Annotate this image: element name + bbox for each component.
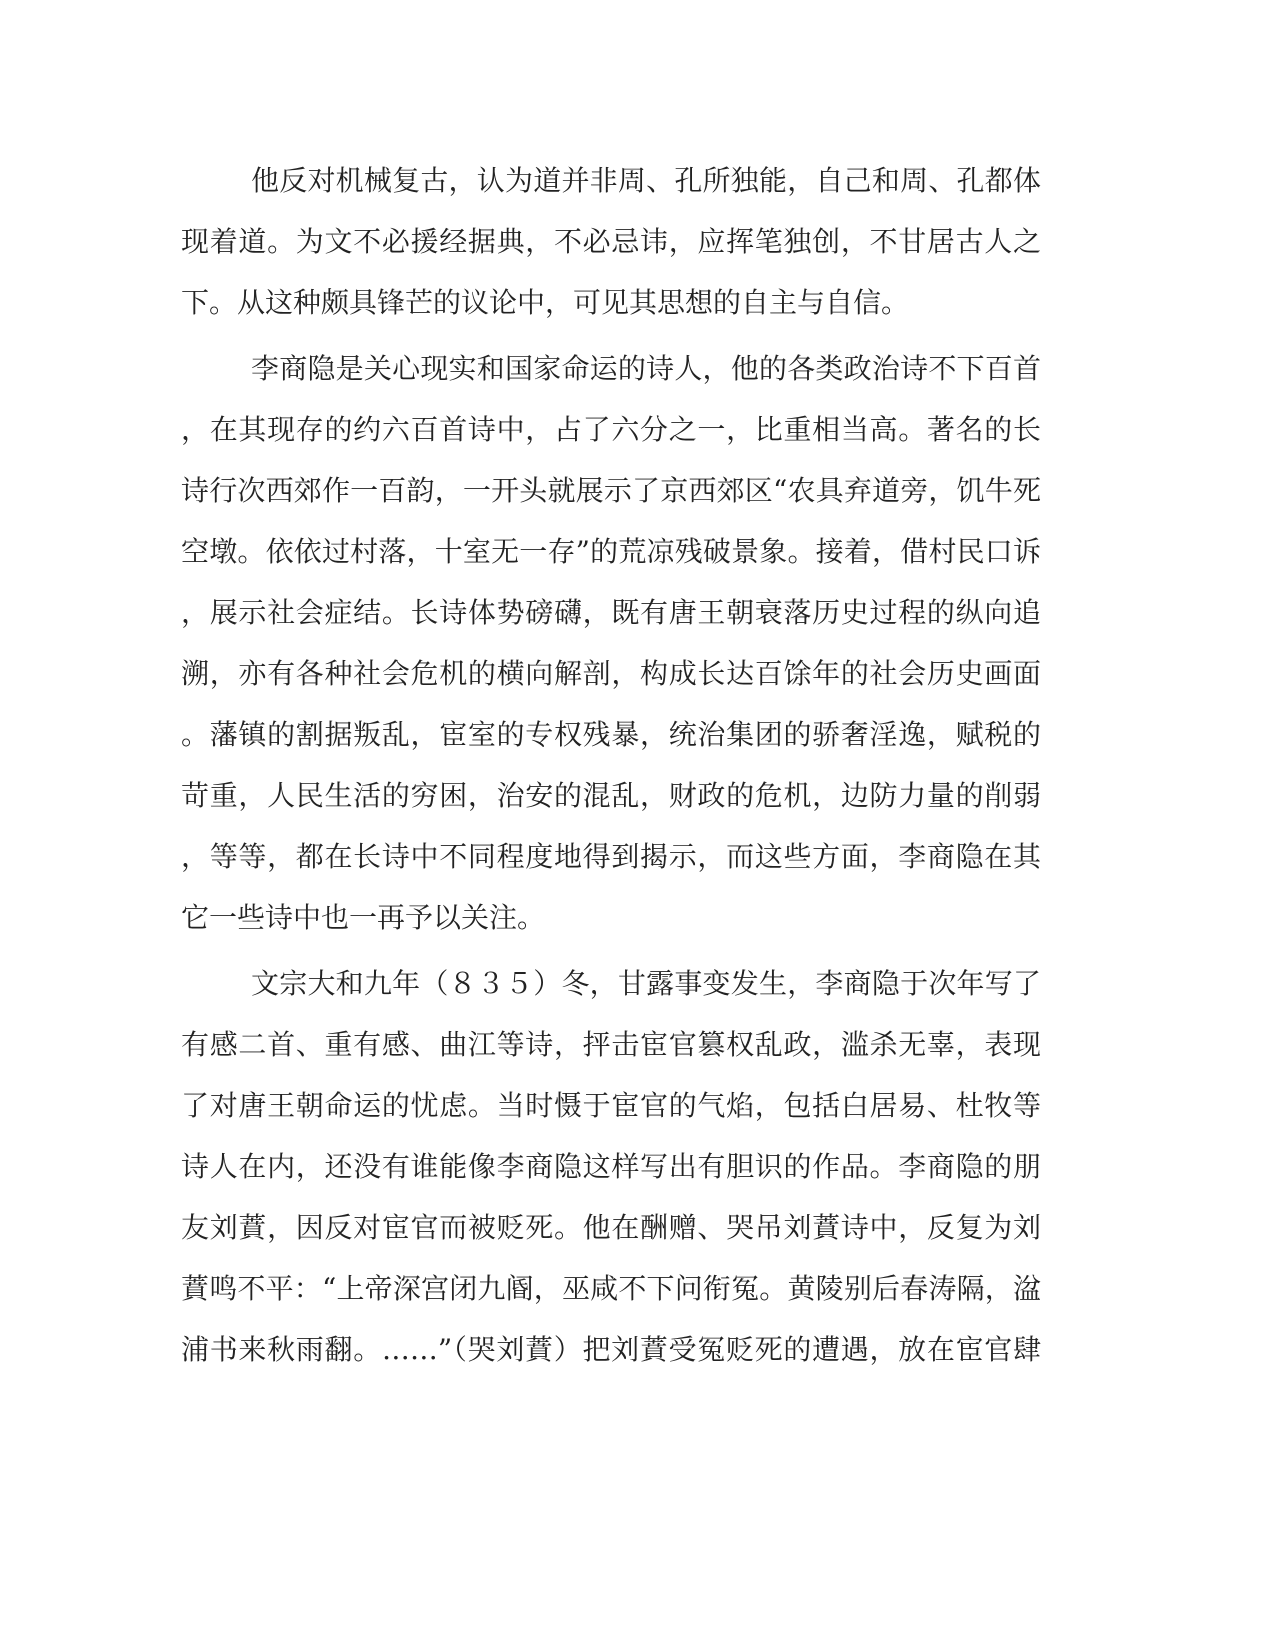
- text-line: 李商隐是关心现实和国家命运的诗人，他的各类政治诗不下百首: [251, 352, 1041, 385]
- text-line: 友刘蕡，因反对宦官而被贬死。他在酬赠、哭吊刘蕡诗中，反复为刘: [181, 1211, 1041, 1244]
- text-line: 。藩镇的割据叛乱，宦室的专权残暴，统治集团的骄奢淫逸，赋税的: [181, 718, 1041, 751]
- paragraph-2: [181, 338, 1041, 948]
- text-line: 溯，亦有各种社会危机的横向解剖，构成长达百馀年的社会历史画面: [181, 657, 1041, 690]
- text-line: ，等等，都在长诗中不同程度地得到揭示，而这些方面，李商隐在其: [181, 840, 1041, 873]
- body-text: [181, 150, 1041, 1385]
- paragraph-1: [181, 150, 1041, 333]
- text-line: 了对唐王朝命运的忧虑。当时慑于宦官的气焰，包括白居易、杜牧等: [181, 1089, 1041, 1122]
- text-line: 浦书来秋雨翻。……”（哭刘蕡）把刘蕡受冤贬死的遭遇，放在宦官肆: [181, 1333, 1041, 1366]
- text-line: 有感二首、重有感、曲江等诗，抨击宦官篡权乱政，滥杀无辜，表现: [181, 1028, 1041, 1061]
- text-line: 它一些诗中也一再予以关注。: [181, 901, 546, 934]
- text-line: ，在其现存的约六百首诗中，占了六分之一，比重相当高。著名的长: [181, 413, 1041, 446]
- paragraph-3: [181, 953, 1041, 1380]
- text-line: ，展示社会症结。长诗体势磅礴，既有唐王朝衰落历史过程的纵向追: [181, 596, 1041, 629]
- text-line: 苛重，人民生活的穷困，治安的混乱，财政的危机，边防力量的削弱: [181, 779, 1041, 812]
- text-line: 文宗大和九年（８３５）冬，甘露事变发生，李商隐于次年写了: [251, 967, 1041, 1000]
- text-line: 诗人在内，还没有谁能像李商隐这样写出有胆识的作品。李商隐的朋: [181, 1150, 1041, 1183]
- text-line: 空墩。依依过村落，十室无一存”的荒凉残破景象。接着，借村民口诉: [181, 535, 1041, 568]
- text-line: 蕡鸣不平：“上帝深宫闭九阍，巫咸不下问衔冤。黄陵别后春涛隔，湓: [181, 1272, 1041, 1305]
- text-line: 下。从这种颇具锋芒的议论中，可见其思想的自主与自信。: [181, 286, 910, 319]
- text-line: 现着道。为文不必援经据典，不必忌讳，应挥笔独创，不甘居古人之: [181, 225, 1041, 258]
- text-line: 他反对机械复古，认为道并非周、孔所独能，自己和周、孔都体: [251, 164, 1041, 197]
- text-line: 诗行次西郊作一百韵，一开头就展示了京西郊区“农具弃道旁，饥牛死: [181, 474, 1041, 507]
